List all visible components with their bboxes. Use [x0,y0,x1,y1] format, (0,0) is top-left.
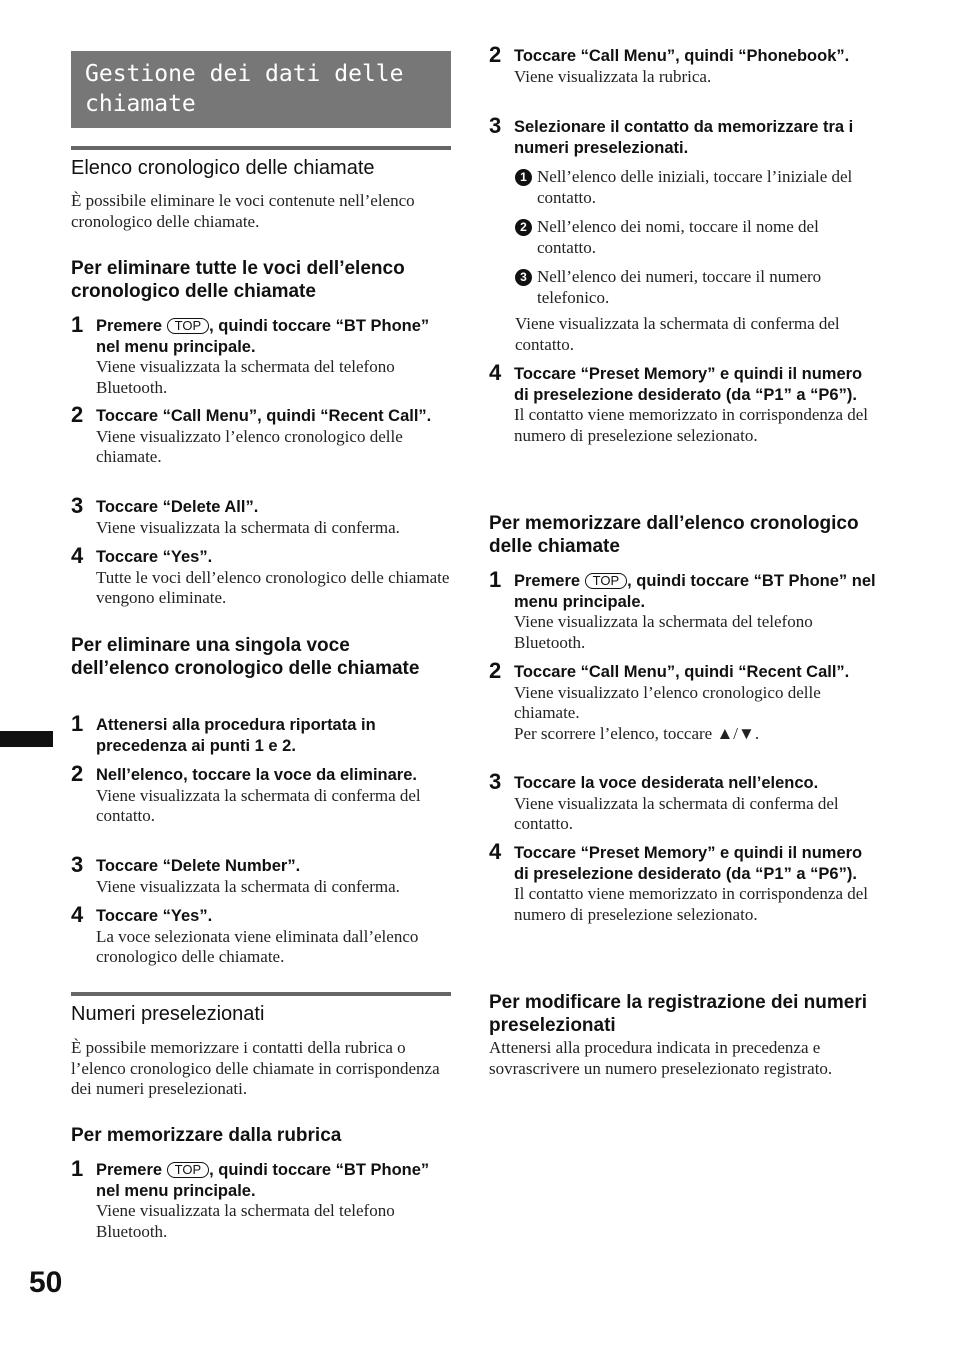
step-heading: Nell’elenco, toccare la voce da eliminare. [96,766,417,784]
circled-number-icon: 1 [515,169,532,186]
section-intro: È possibile memorizzare i contatti della rubrica o l’elenco cronologico delle chiamate in corrispondenza dei numeri preselezionati. [71,1038,440,1098]
step-number: 4 [71,902,84,927]
step-number: 2 [489,658,502,683]
step-heading: Selezionare il contatto da memorizzare tra i numeri preselezionati. [514,118,854,157]
step-number: 4 [71,543,84,568]
step-description: Il contatto viene memorizzato in corrispondenza del numero di preselezione selezionato. [514,884,869,924]
step-heading: Toccare “Delete Number”. [96,857,301,875]
step-item [71,852,451,897]
sub-step-text: Nell’elenco delle iniziali, toccare l’iniziale del contatto. [537,167,853,207]
circled-number-icon: 3 [515,269,532,286]
step-item [489,658,879,744]
step-number: 3 [489,769,502,794]
step-description: La voce selezionata viene eliminata dall’elenco cronologico delle chiamate. [96,926,419,966]
step-description: Viene visualizzata la rubrica. [514,66,712,86]
circled-number-icon: 2 [515,219,532,236]
sub-step [515,217,875,258]
step-description: Viene visualizzata la schermata di conferma del contatto. [514,793,839,833]
step-description: Tutte le voci dell’elenco cronologico delle chiamate vengono eliminate. [96,567,450,607]
step-item [71,543,451,609]
step-heading: Premere TOP , quindi toccare “BT Phone” nel menu principale. [96,1161,430,1200]
subheading-delete-all: Per eliminare tutte le voci dell’elenco cronologico delle chiamate [71,258,405,302]
subheading-modify-presets: Per modificare la registrazione dei numeri preselezionati [489,992,868,1036]
page-title-line-2: chiamate [85,91,196,117]
step-item [489,769,879,835]
step-item [71,312,451,398]
step-number: 3 [71,493,84,518]
sub-step-text: Nell’elenco dei nomi, toccare il nome del contatto. [537,217,819,257]
step-heading: Toccare “Preset Memory” e quindi il numero di preselezione desiderato (da “P1” a “P6”). [514,844,863,883]
modify-presets-text: Attenersi alla procedura indicata in precedenza e sovrascrivere un numero preselezionato registrato. [489,1038,833,1078]
step-heading: Premere TOP , quindi toccare “BT Phone” nel menu principale. [514,572,876,611]
step-heading: Toccare “Preset Memory” e quindi il numero di preselezione desiderato (da “P1” a “P6”). [514,365,863,404]
step-item [489,360,879,446]
page-title [71,51,451,128]
sub-step [515,267,875,308]
step-description: Viene visualizzata la schermata di conferma del contatto. [96,785,421,825]
sub-step [515,167,875,208]
section-heading-presets [71,992,451,1026]
step-number: 1 [71,312,84,337]
top-key-icon: TOP [585,573,628,589]
step-item [71,1156,451,1242]
top-key-icon: TOP [167,1162,210,1178]
section-heading-text: Elenco cronologico delle chiamate [71,157,375,179]
step-heading: Attenersi alla procedura riportata in precedenza ai punti 1 e 2. [96,716,376,755]
subheading-delete-single: Per eliminare una singola voce dell’elenco cronologico delle chiamate [71,635,420,679]
step-description: Viene visualizzato l’elenco cronologico delle chiamate. [514,682,821,722]
step-number: 2 [71,761,84,786]
step-description: Viene visualizzata la schermata di conferma. [96,876,400,896]
step-number: 2 [489,42,502,67]
step-number: 1 [71,1156,84,1181]
sub-step-text: Nell’elenco dei numeri, toccare il numero telefonico. [537,267,822,307]
section-heading-text: Numeri preselezionati [71,1003,265,1025]
step-item [489,113,879,158]
section-heading-call-history [71,146,451,180]
step-heading: Toccare “Yes”. [96,548,213,566]
step-heading: Toccare la voce desiderata nell’elenco. [514,774,819,792]
step-item [71,902,451,968]
step-item [71,402,451,468]
step-number: 2 [71,402,84,427]
step-description: Viene visualizzata la schermata del telefono Bluetooth. [514,612,813,652]
step-number: 1 [71,711,84,736]
step-heading: Toccare “Call Menu”, quindi “Recent Call”. [96,407,432,425]
step-number: 1 [489,567,502,592]
step-heading: Toccare “Yes”. [96,907,213,925]
step-item [71,493,451,538]
top-key-icon: TOP [167,318,210,334]
step-description: Il contatto viene memorizzato in corrispondenza del numero di preselezione selezionato. [514,405,869,445]
step-item [71,711,451,756]
step-description: Viene visualizzata la schermata del telefono Bluetooth. [96,357,395,397]
step-heading: Toccare “Call Menu”, quindi “Recent Call”. [514,663,850,681]
step-number: 4 [489,839,502,864]
step-item [71,761,451,827]
step-description-scroll: Per scorrere l’elenco, toccare ▲/▼. [514,723,760,743]
step-description: Viene visualizzata la schermata di conferma del contatto. [515,314,840,354]
step-description: Viene visualizzata la schermata del telefono Bluetooth. [96,1201,395,1241]
step-number: 3 [71,852,84,877]
step-number: 4 [489,360,502,385]
step-heading: Toccare “Delete All”. [96,498,259,516]
section-tab-marker [0,731,53,747]
step-item [489,42,879,87]
section-intro: È possibile eliminare le voci contenute nell’elenco cronologico delle chiamate. [71,191,415,231]
page-number: 50 [29,1266,63,1299]
page-title-line-1: Gestione dei dati delle [85,61,404,87]
step-description: Viene visualizzato l’elenco cronologico delle chiamate. [96,426,403,466]
step-heading: Premere TOP , quindi toccare “BT Phone” nel menu principale. [96,317,430,356]
step-item [489,567,879,653]
step-description: Viene visualizzata la schermata di conferma. [96,517,400,537]
step-number: 3 [489,113,502,138]
step-item [489,839,879,925]
subheading-from-history: Per memorizzare dall’elenco cronologico delle chiamate [489,513,859,557]
subheading-from-phonebook: Per memorizzare dalla rubrica [71,1125,342,1146]
step-heading: Toccare “Call Menu”, quindi “Phonebook”. [514,47,850,65]
